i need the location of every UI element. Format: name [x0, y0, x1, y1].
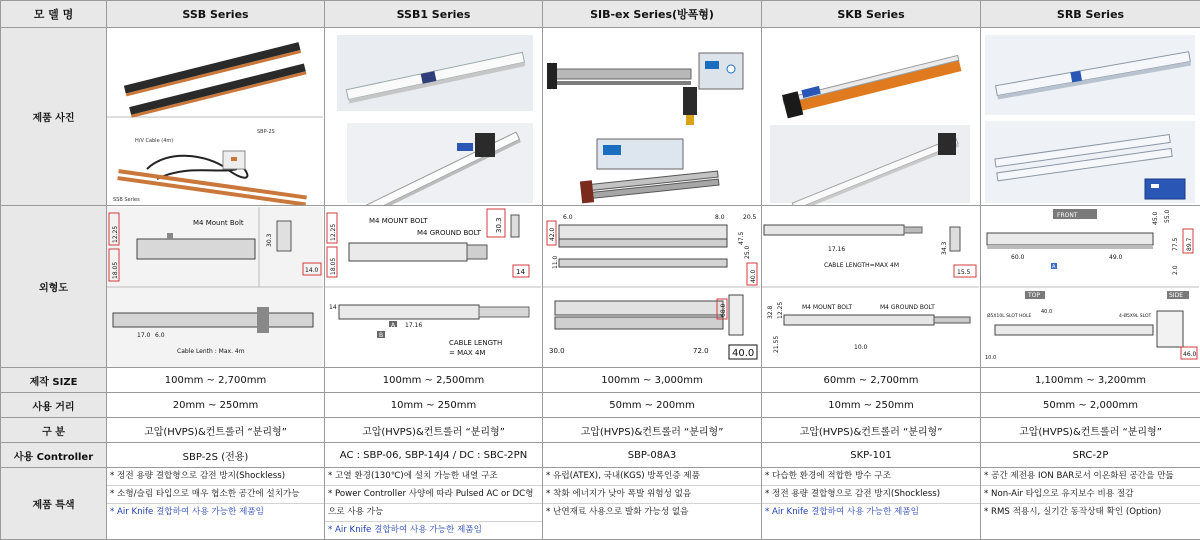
size-ssb1: 100mm ~ 2,500mm	[325, 368, 543, 393]
ssb1-ground: M4 GROUND BOLT	[417, 228, 481, 237]
features-skb	[762, 468, 981, 540]
ssb1-dim-e: 14	[329, 303, 337, 311]
srb-side: SIDE	[1169, 291, 1183, 299]
ssb1-photo	[325, 28, 543, 206]
srb-dim-j: 10.0	[985, 354, 997, 361]
distance-row	[1, 393, 1200, 418]
feature-item: * RMS 적용시, 실기간 동작상태 확인 (Option)	[984, 507, 1162, 517]
ssb-mount: M4 Mount Bolt	[193, 218, 244, 227]
feature-item: * Air Knife 결합하여 사용 가능한 제품임	[328, 525, 482, 535]
drawing-label: 외형도	[1, 206, 107, 368]
type-srb: 고압(HVPS)&컨트롤러 “분리형”	[981, 418, 1200, 443]
srb-outline-drawing	[981, 207, 1199, 367]
skb-mount: M4 MOUNT BOLT	[802, 303, 853, 311]
controller-sib: SBP-08A3	[543, 443, 762, 468]
ssb-drawing	[107, 206, 325, 368]
ssb1-outline-drawing	[325, 207, 541, 367]
model-sib: SIB-ex Series(방폭형)	[543, 1, 762, 28]
ssb1-tag-b: B	[379, 331, 384, 339]
feature-item: * 정전 용량 결합형으로 감전 방지(Shockless)	[762, 486, 980, 504]
features-sib	[543, 468, 762, 540]
srb-dim-a: 45.0	[1152, 211, 1159, 225]
srb-slot1: Ø5X10L SLOT HOLE	[987, 313, 1032, 319]
controller-srb: SRC-2P	[981, 443, 1200, 468]
distance-srb: 50mm ~ 2,000mm	[981, 393, 1200, 418]
size-skb: 60mm ~ 2,700mm	[762, 368, 981, 393]
ssb1-dim-f: 17.16	[405, 321, 423, 329]
ssb1-dim-c: 30.3	[495, 216, 503, 233]
feature-item: * Power Controller 사양에 따라 Pulsed AC or DC형	[325, 486, 542, 504]
skb-dim-f: 21.55	[773, 335, 780, 353]
srb-dim-e: 60.0	[1011, 253, 1025, 261]
controller-skb: SKP-101	[762, 443, 981, 468]
size-srb: 1,100mm ~ 3,200mm	[981, 368, 1200, 393]
ssb1-tag-a: A	[391, 321, 396, 329]
sib-dim-f: 11.0	[552, 255, 559, 269]
distance-sib: 50mm ~ 200mm	[543, 393, 762, 418]
distance-skb: 10mm ~ 250mm	[762, 393, 981, 418]
distance-label: 사용 거리	[1, 393, 107, 418]
skb-drawing	[762, 206, 981, 368]
size-row	[1, 368, 1200, 393]
drawing-row	[1, 206, 1200, 368]
feature-item: * 고열 환경(130℃)에 설치 가능한 내열 구조	[325, 468, 542, 486]
features-srb	[981, 468, 1200, 540]
srb-dim-g: 2.0	[1172, 264, 1179, 275]
sib-product-image	[543, 29, 759, 205]
skb-photo	[762, 28, 981, 206]
model-srb: SRB Series	[981, 1, 1200, 28]
feature-item: * 난연재료 사용으로 발화 가능성 없음	[546, 507, 689, 517]
skb-dim-a: 17.16	[828, 245, 846, 253]
sib-dim-c: 20.5	[743, 213, 757, 221]
skb-dim-g: 10.0	[854, 343, 868, 351]
ssb1-product-image	[325, 29, 541, 205]
controller-row	[1, 443, 1200, 468]
srb-top: TOP	[1028, 291, 1041, 299]
sib-dim-i: 72.0	[693, 346, 709, 355]
ssb1-dim-d: 14	[516, 267, 525, 276]
controller-ssb1: AC : SBP-06, SBP-14J4 / DC : SBC-2PN	[325, 443, 543, 468]
feature-item: * 착화 에너지가 낮아 폭발 위험성 없음	[543, 486, 761, 504]
type-ssb: 고압(HVPS)&컨트롤러 “분리형”	[107, 418, 325, 443]
size-sib: 100mm ~ 3,000mm	[543, 368, 762, 393]
ssb-hv-cable-label: H/V Cable (4m)	[135, 137, 174, 144]
ssb-outline-drawing	[107, 207, 323, 367]
features-ssb	[107, 468, 325, 540]
size-label: 제작 SIZE	[1, 368, 107, 393]
ssb-dim-b: 18.05	[112, 261, 119, 279]
srb-dim-i: 46.0	[1183, 350, 1197, 358]
skb-dim-b: 34.3	[941, 241, 948, 255]
skb-cable: CABLE LENGTH=MAX 4M	[824, 261, 900, 269]
ssb1-cable2: = MAX 4M	[449, 348, 486, 357]
skb-dim-c: 15.5	[957, 268, 971, 276]
sib-dim-j: 40.0	[750, 269, 757, 283]
skb-ground: M4 GROUND BOLT	[880, 303, 935, 311]
srb-slot2: 4-Ø5X9L SLOT	[1119, 313, 1152, 319]
type-row	[1, 418, 1200, 443]
features-row	[1, 468, 1200, 540]
feature-item: * 다습한 환경에 적합한 방수 구조	[762, 468, 980, 486]
photo-row	[1, 28, 1200, 206]
skb-dim-d: 32.8	[767, 305, 774, 319]
distance-ssb1: 10mm ~ 250mm	[325, 393, 543, 418]
features-ssb1	[325, 468, 543, 540]
sib-dim-k: 68.0	[720, 303, 727, 317]
srb-drawing	[981, 206, 1200, 368]
ssb-sbp-label: SBP-2S	[257, 128, 275, 135]
sib-outline-drawing	[543, 207, 760, 367]
type-label: 구 분	[1, 418, 107, 443]
ssb1-drawing	[325, 206, 543, 368]
feature-item: * 정전 용량 결합형으로 감전 방지(Shockless)	[107, 468, 324, 486]
features-label: 제품 특색	[1, 468, 107, 540]
model-skb: SKB Series	[762, 1, 981, 28]
skb-outline-drawing	[762, 207, 979, 367]
skb-dim-e: 12.25	[777, 301, 784, 319]
controller-ssb: SBP-2S (전용)	[107, 443, 325, 468]
sib-dim-b: 8.0	[715, 213, 725, 221]
size-ssb: 100mm ~ 2,700mm	[107, 368, 325, 393]
model-ssb1: SSB1 Series	[325, 1, 543, 28]
skb-product-image	[762, 29, 979, 205]
feature-item: * Air Knife 결합하여 사용 가능한 제품임	[110, 507, 264, 517]
ssb-product-image	[107, 29, 323, 205]
sib-dim-e: 25.0	[744, 245, 751, 259]
ssb-dim-f: 6.0	[155, 331, 165, 339]
ssb-dim-d: 14.0	[305, 266, 319, 274]
type-sib: 고압(HVPS)&컨트롤러 “분리형”	[543, 418, 762, 443]
feature-item: * 소형/슬림 타입으로 매우 협소한 공간에 설치가능	[107, 486, 324, 504]
model-ssb: SSB Series	[107, 1, 325, 28]
photo-label: 제품 사진	[1, 28, 107, 206]
srb-dim-b: 55.0	[1164, 209, 1171, 223]
ssb1-mount: M4 MOUNT BOLT	[369, 216, 428, 225]
controller-label: 사용 Controller	[1, 443, 107, 468]
ssb-dim-e: 17.0	[137, 331, 151, 339]
srb-tag-a: A	[1052, 263, 1056, 270]
srb-product-image	[981, 29, 1199, 205]
srb-front: FRONT	[1057, 211, 1078, 219]
feature-item: * 공간 제전용 ION BAR로서 이온화된 공간을 만듦	[981, 468, 1200, 486]
sib-dim-l: 40.0	[732, 347, 755, 359]
feature-item: 으로 사용 가능	[325, 504, 542, 522]
sib-photo	[543, 28, 762, 206]
ssb-dim-c: 30.3	[266, 233, 273, 247]
feature-item: * 유럽(ATEX), 국내(KGS) 방폭인증 제품	[543, 468, 761, 486]
distance-ssb: 20mm ~ 250mm	[107, 393, 325, 418]
type-skb: 고압(HVPS)&컨트롤러 “분리형”	[762, 418, 981, 443]
header-label: 모 델 명	[1, 1, 107, 28]
ssb1-dim-a: 12.25	[330, 223, 337, 241]
ssb1-cable1: CABLE LENGTH	[449, 338, 503, 347]
sib-dim-g: 42.0	[549, 227, 556, 241]
sib-drawing	[543, 206, 762, 368]
type-ssb1: 고압(HVPS)&컨트롤러 “분리형”	[325, 418, 543, 443]
sib-dim-a: 6.0	[563, 213, 573, 221]
sib-dim-d: 47.5	[738, 231, 745, 245]
feature-item: * Non-Air 타입으로 유지보수 비용 절감	[981, 486, 1200, 504]
srb-photo	[981, 28, 1200, 206]
header-row	[1, 1, 1200, 28]
ssb-photo	[107, 28, 325, 206]
ssb-series-label: SSB Series	[113, 196, 140, 203]
ssb1-dim-b: 18.05	[330, 257, 337, 275]
ssb-cable-label: Cable Lenth : Max. 4m	[177, 347, 245, 355]
srb-dim-c: 77.5	[1172, 237, 1179, 251]
sib-dim-h: 30.0	[549, 346, 565, 355]
srb-dim-d: 89.7	[1186, 237, 1193, 251]
srb-dim-h: 40.0	[1041, 308, 1053, 315]
ssb-dim-a: 12.25	[112, 225, 119, 243]
srb-dim-f: 49.0	[1109, 253, 1123, 261]
feature-item: * Air Knife 결합하여 사용 가능한 제품임	[765, 507, 919, 517]
